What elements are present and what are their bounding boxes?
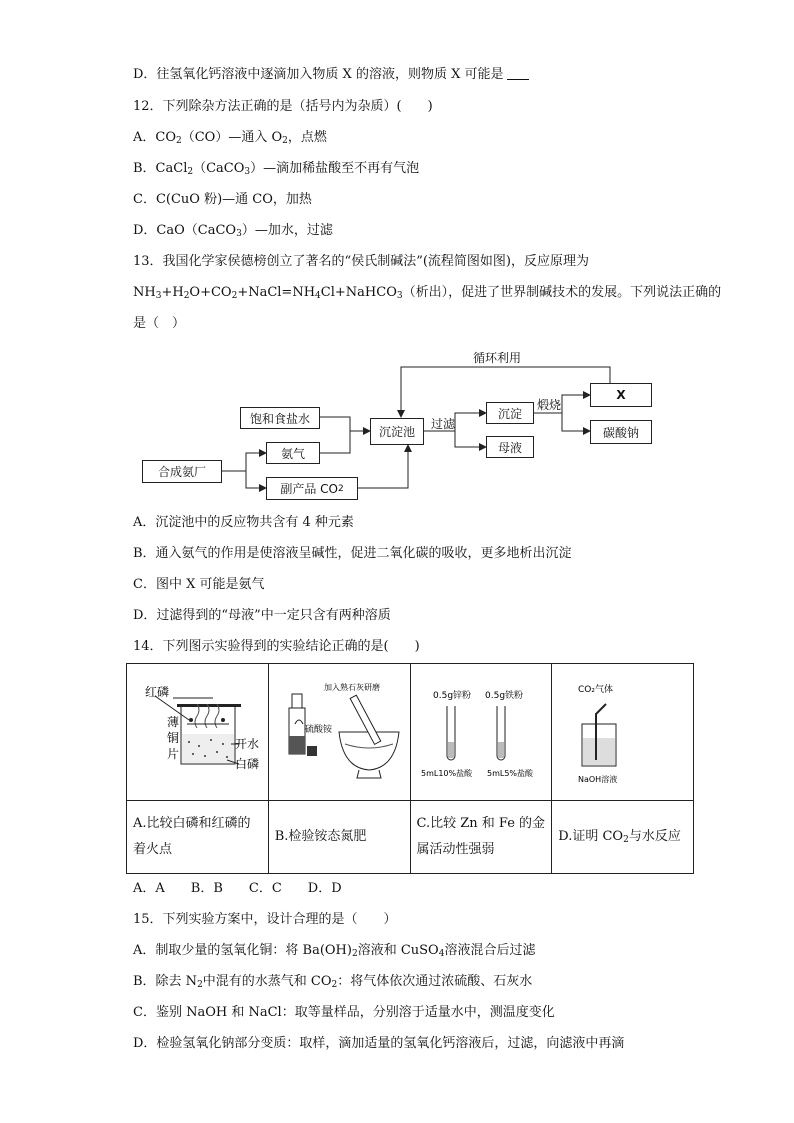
naoh-solution-label: NaOH溶液 [578, 775, 618, 784]
red-phosphorus-label: 红磷 [145, 685, 170, 699]
q13-stem-line2: $NH_3+H_2O+CO_2+NaCl=NH_4Cl+NaHCO_3$（析出），促进了世界制碱技术的发展。下列说法正确的 [133, 285, 722, 301]
metal-activity-diagram [411, 664, 553, 800]
q14-stem: 14．下列图示实验得到的实验结论正确的是( ) [133, 639, 420, 654]
q13-option-b: B．通入氨气的作用是使溶液呈碱性，促进二氧化碳的吸收，更多地析出沉淀 [133, 546, 572, 561]
calcine-label: 煅烧 [537, 398, 562, 412]
caption-b: B.检验铵态氮肥 [268, 801, 410, 874]
zinc-powder-label: 0.5g锌粉 [432, 691, 471, 701]
q15-option-b: B．除去 $N_2$中混有的水蒸气和 $CO_2$：将气体依次通过浓硫酸、石灰水 [133, 974, 533, 990]
white-phosphorus-label: 白磷 [235, 757, 260, 771]
ammonium-sulfate-label: 硫酸铵 [304, 725, 332, 735]
sodium-carbonate-box: 碳酸钠 [590, 420, 652, 444]
caption-a: A.比较白磷和红磷的 着火点 [127, 801, 269, 874]
q13-option-c: C．图中 X 可能是氨气 [133, 577, 265, 592]
q13-stem-line1: 13．我国化学家侯德榜创立了著名的“侯氏制碱法”(流程简图如图)，反应原理为 [133, 254, 589, 269]
copper-label: 铜 [167, 731, 180, 745]
co2-water-diagram [552, 664, 694, 800]
image-cell-a [127, 664, 269, 801]
co2-gas-label: CO₂气体 [578, 685, 614, 695]
boiling-water-label: 开水 [235, 737, 260, 751]
settling-tank-box: 沉淀池 [370, 418, 424, 445]
q15-stem: 15．下列实验方案中，设计合理的是（ ） [133, 912, 397, 927]
q13-option-d: D．过滤得到的“母液”中一定只含有两种溶质 [133, 608, 391, 623]
q13-stem-line3: 是（ ） [133, 316, 186, 331]
phosphorus-experiment-diagram [127, 664, 269, 800]
q12-option-a: A．$CO_2(CO)—$通入 $O_2$，点燃 [133, 130, 327, 146]
add-slaked-lime-label: 加入熟石灰研磨 [323, 683, 380, 692]
q12-option-b: B．CaCl$_2$（CaCO$_3$）—滴加稀盐酸至不再有气泡 [133, 161, 420, 177]
experiment-table [126, 663, 694, 874]
ammonia-plant-box: 合成氨厂 [142, 460, 222, 483]
thin-label: 薄 [167, 715, 180, 729]
answer-blank [507, 67, 529, 80]
hou-process-flowchart [140, 345, 660, 505]
caption-c: C.比较 Zn 和 Fe 的金 属活动性强弱 [410, 801, 552, 874]
ammonium-test-diagram [269, 664, 411, 800]
q12-option-d: D．CaO（CaCO$_3$）—加水，过滤 [133, 223, 333, 239]
q15-option-d: D．检验氢氧化钠部分变质：取样，滴加适量的氢氧化钙溶液后，过滤，向滤液中再滴 [133, 1036, 625, 1051]
q12-stem: 12．下列除杂方法正确的是（括号内为杂质）( ) [133, 99, 433, 114]
q11-option-d: D．往氢氧化钙溶液中逐滴加入物质 X 的溶液，则物质 X 可能是 [133, 66, 529, 84]
q13-option-a: A．沉淀池中的反应物共含有 4 种元素 [133, 515, 354, 530]
q15-option-a: A．制取少量的氢氧化铜：将 $Ba(OH)_2$溶液和 CuSO$_4$溶液混合后过滤 [133, 943, 536, 959]
image-cell-d [552, 664, 694, 801]
byproduct-co2-box: 副产品 CO 2 [266, 477, 358, 500]
q14-options: A．A B．B C．C D．D [133, 881, 342, 896]
iron-powder-label: 0.5g铁粉 [484, 691, 523, 701]
sheet-label: 片 [167, 747, 180, 761]
image-cell-c [410, 664, 552, 801]
filter-label: 过滤 [431, 417, 456, 431]
hcl-10-label: 5mL10%盐酸 [420, 769, 472, 778]
q15-option-c: C．鉴别 NaOH 和 NaCl：取等量样品，分别溶于适量水中，测温度变化 [133, 1005, 555, 1020]
caption-d: D.证明 $CO_2$与水反应 [552, 801, 694, 874]
q12-option-c: C．C(CuO 粉)—通 CO，加热 [133, 192, 312, 207]
ammonia-box: 氨气 [266, 442, 320, 464]
precipitate-box: 沉淀 [486, 402, 534, 424]
recycle-label: 循环利用 [473, 351, 522, 365]
image-cell-b [268, 664, 410, 801]
hcl-5-label: 5mL5%盐酸 [486, 769, 533, 778]
saltwater-box: 饱和食盐水 [240, 407, 320, 429]
mother-liquor-box: 母液 [486, 436, 534, 458]
x-box: X [590, 383, 652, 407]
